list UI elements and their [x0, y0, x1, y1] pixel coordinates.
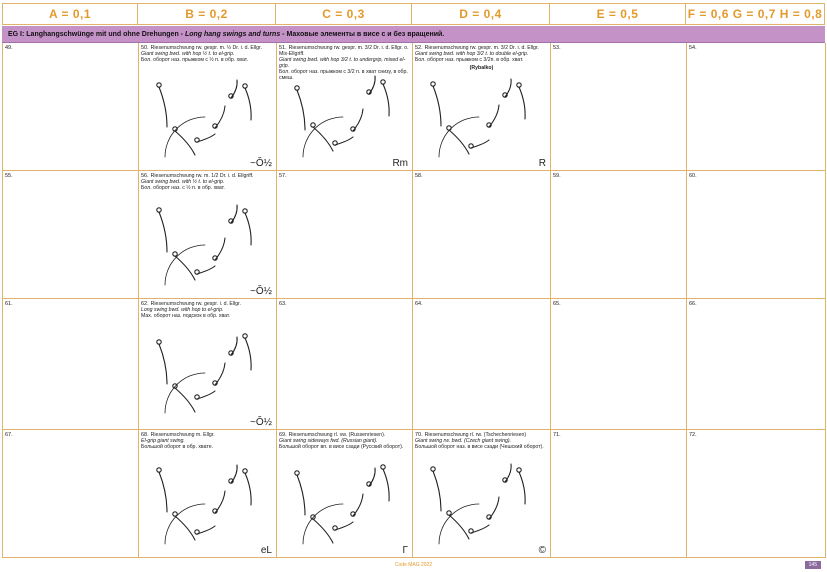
- element-cell-58: [413, 171, 551, 299]
- element-title-de: Riesenumschwung rw. gespr. m. 3/2 Dr. i. d. Ellgr. o. Mix-Ellgriff.: [279, 45, 409, 57]
- element-symbol: ©: [538, 545, 546, 556]
- element-title-en: Giant swing sideways fwd. (Russian giant).: [279, 438, 378, 444]
- element-symbol: R: [538, 158, 546, 169]
- element-number: 55.: [5, 173, 13, 179]
- element-title-ru: Бол. оборот наз. прыжком с ½ п. в обр. хват.: [141, 57, 248, 63]
- element-number: 59.: [553, 173, 561, 179]
- element-title-de: Riesenumschwung rl. vw. (Russenriesen).: [288, 432, 386, 438]
- element-symbol: ~Ǒ½: [250, 158, 272, 169]
- element-cell-54: [687, 43, 826, 171]
- element-number: 67.: [5, 432, 13, 438]
- band-english: Long hang swings and turns: [184, 31, 281, 38]
- header-d: D = 0,4: [412, 3, 550, 25]
- element-cell-62: [139, 299, 277, 430]
- element-number: 52.: [415, 45, 423, 51]
- page-number: 145: [805, 561, 821, 569]
- element-number: 49.: [5, 45, 13, 51]
- header-b: B = 0,2: [138, 3, 276, 25]
- element-title-ru: Бол. оборот наз. с ½ п. в обр. хват.: [141, 185, 225, 191]
- element-number: 65.: [553, 301, 561, 307]
- element-number: 57.: [279, 173, 287, 179]
- element-cell-49: [3, 43, 139, 171]
- element-number: 64.: [415, 301, 423, 307]
- element-title-de: Riesenumschwung rw. gespr. m. 3/2 Dr. i. d. Ellgr.: [424, 45, 539, 51]
- element-title-en: Long swing bwd. with hop to el-grip.: [141, 307, 224, 313]
- element-title-en: Giant swing bwd. with ½ t. to el-grip.: [141, 179, 225, 185]
- element-title-ru: Мах. оборот наз. подскок в обр. хват.: [141, 313, 231, 319]
- element-number: 63.: [279, 301, 287, 307]
- group-band: [2, 26, 825, 43]
- element-symbol: ~Ǒ½: [250, 286, 272, 297]
- element-cell-57: [277, 171, 413, 299]
- element-cell-56: [139, 171, 277, 299]
- element-number: 62.: [141, 301, 149, 307]
- element-title-en: Giant swing bwd. with hop 3/2 t. to undergrip, mixed el-grip.: [279, 57, 406, 69]
- element-number: 50.: [141, 45, 149, 51]
- element-title-ru: Бол. оборот наз. прыжком с 3/2п. в обр. хват.: [415, 57, 524, 63]
- element-symbol: eL: [260, 545, 272, 556]
- element-cell-60: [687, 171, 826, 299]
- element-author: (Rybalko): [469, 65, 494, 71]
- element-title-de: Riesenumschwung rw. gespr. m. ½ Dr. i. d. Ellgr.: [150, 45, 262, 51]
- element-symbol: Γ: [402, 545, 408, 556]
- element-cell-68: [139, 430, 277, 558]
- element-cell-64: [413, 299, 551, 430]
- element-figure: [419, 67, 543, 165]
- footer-code: Code MAG 2022: [394, 562, 433, 568]
- element-cell-51: [277, 43, 413, 171]
- element-grid: [2, 43, 826, 558]
- element-cell-59: [551, 171, 687, 299]
- element-title-ru: Бол. оборот наз. прыжком с 3/2 п. в хват снизу, в обр. смеш.: [279, 69, 408, 81]
- element-cell-67: [3, 430, 139, 558]
- element-number: 54.: [689, 45, 697, 51]
- element-cell-65: [551, 299, 687, 430]
- element-title-de: Riesenumschwung rw. gespr. i. d. Ellgr.: [150, 301, 241, 307]
- element-number: 69.: [279, 432, 287, 438]
- element-title-ru: Большой оборот вп. в висе сзади (Русский оборот).: [279, 444, 404, 450]
- element-number: 58.: [415, 173, 423, 179]
- element-cell-55: [3, 171, 139, 299]
- element-title-ru: Большой оборот в обр. хвате.: [141, 444, 214, 450]
- element-number: 72.: [689, 432, 697, 438]
- element-figure: [145, 195, 269, 293]
- band-russian: - Маховые элементы в висе с и без вращений.: [280, 31, 445, 38]
- difficulty-header: [2, 3, 825, 25]
- band-prefix: EG I: Langhangschwünge mit und ohne Drehungen -: [8, 31, 185, 38]
- element-figure: [283, 454, 408, 556]
- element-number: 66.: [689, 301, 697, 307]
- element-title-en: El-grip giant swing.: [141, 438, 185, 444]
- element-number: 56.: [141, 173, 149, 179]
- element-cell-66: [687, 299, 826, 430]
- element-figure: [145, 454, 269, 552]
- element-cell-71: [551, 430, 687, 558]
- element-cell-53: [551, 43, 687, 171]
- element-cell-50: [139, 43, 277, 171]
- element-figure: [283, 67, 408, 169]
- element-title-en: Giant swing rw. bwd. (Czech giant swing).: [415, 438, 512, 444]
- element-figure: [419, 454, 543, 552]
- element-cell-72: [687, 430, 826, 558]
- element-title-de: Riesenumschwung rw. m. 1/2 Dr. i. d. Ellgriff.: [150, 173, 254, 179]
- element-cell-52: [413, 43, 551, 171]
- element-number: 68.: [141, 432, 149, 438]
- element-number: 60.: [689, 173, 697, 179]
- element-title-en: Giant swing bwd. with hop 3/2 t. to double el-grip.: [415, 51, 529, 57]
- element-number: 71.: [553, 432, 561, 438]
- element-title-en: Giant swing bwd. with hop ½ t. to el-grip.: [141, 51, 235, 57]
- element-title-ru: Большой оборот наз. в висе сзади (Чешский оборот).: [415, 444, 544, 450]
- element-figure: [145, 323, 269, 421]
- element-title-de: Riesenumschwung m. Ellgr.: [150, 432, 215, 438]
- header-e: E = 0,5: [550, 3, 686, 25]
- element-symbol: Rm: [392, 158, 408, 169]
- element-cell-63: [277, 299, 413, 430]
- element-cell-69: [277, 430, 413, 558]
- header-a: A = 0,1: [2, 3, 138, 25]
- element-title-de: Riesenumschwung rl. rw. (Tschechenriesen): [424, 432, 527, 438]
- element-figure: [145, 67, 269, 165]
- element-cell-61: [3, 299, 139, 430]
- element-symbol: ~Ǒ½: [250, 417, 272, 428]
- element-number: 61.: [5, 301, 13, 307]
- header-fgh: F = 0,6 G = 0,7 H = 0,8: [686, 3, 825, 25]
- element-cell-70: [413, 430, 551, 558]
- element-number: 53.: [553, 45, 561, 51]
- header-c: C = 0,3: [276, 3, 412, 25]
- element-number: 70.: [415, 432, 423, 438]
- element-number: 51.: [279, 45, 287, 51]
